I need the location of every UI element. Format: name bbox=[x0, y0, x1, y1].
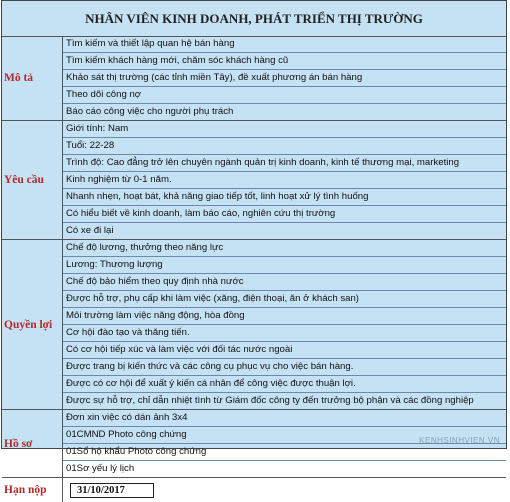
section-yeu-cau bbox=[2, 121, 506, 240]
table-row: Trình độ: Cao đẳng trở lên chuyên ngành quản trị kinh doanh, kinh tế thương mại, marketing bbox=[63, 155, 506, 172]
table-row: Chế độ lương, thưởng theo năng lực bbox=[63, 240, 506, 257]
table-row: Tìm kiếm và thiết lập quan hệ bán hàng bbox=[63, 36, 506, 53]
table-row: Được trang bị kiến thức và các công cụ phục vụ cho việc bán hàng. bbox=[63, 359, 506, 376]
table-row: Lương: Thương lượng bbox=[63, 257, 506, 274]
table-row: Chế độ bảo hiểm theo quy định nhà nước bbox=[63, 274, 506, 291]
table-row: Cơ hội đào tạo và thăng tiến. bbox=[63, 325, 506, 342]
job-posting-table bbox=[1, 0, 507, 496]
section-rows bbox=[63, 36, 506, 120]
table-row: Khảo sát thị trường (các tỉnh miền Tây), đề xuất phương án bán hàng bbox=[63, 70, 506, 87]
deadline-cell bbox=[63, 478, 506, 502]
section-label: Mô tả bbox=[2, 36, 63, 120]
section-label: Hồ sơ bbox=[2, 410, 63, 477]
table-row: Tìm kiếm khách hàng mới, chăm sóc khách hàng cũ bbox=[63, 53, 506, 70]
section-rows bbox=[63, 240, 506, 409]
posting-grid bbox=[2, 36, 506, 502]
table-row: Có hiểu biết về kinh doanh, làm báo cáo, nghiên cứu thị trường bbox=[63, 206, 506, 223]
table-row: Có xe đi lại bbox=[66, 225, 114, 236]
deadline-label: Hạn nộp bbox=[2, 478, 63, 502]
table-row: 01Sổ hộ khẩu Photo công chứng bbox=[63, 444, 506, 461]
table-row: 01CMND Photo công chứng bbox=[63, 427, 506, 444]
watermark: KENHSINHVIEN.VN bbox=[419, 436, 500, 445]
section-label: Quyền lợi bbox=[2, 240, 63, 409]
table-row: Báo cáo công việc cho người phụ trách bbox=[66, 106, 234, 117]
section-mo-ta bbox=[2, 36, 506, 121]
table-row: Đơn xin việc có dán ảnh 3x4 bbox=[63, 410, 506, 427]
deadline-date: 31/10/2017 bbox=[70, 483, 154, 498]
table-row: Được hỗ trợ, phụ cấp khi làm việc (xăng, điện thoại, ăn ở khách san) bbox=[63, 291, 506, 308]
deadline-row bbox=[2, 478, 506, 502]
table-row: Theo dõi công nợ bbox=[63, 87, 506, 104]
table-row: Kinh nghiệm từ 0-1 năm. bbox=[63, 172, 506, 189]
table-row: Được có cơ hội để xuất ý kiến cá nhân để công việc được thuận lợi. bbox=[63, 376, 506, 393]
table-row: 01Sơ yếu lý lịch bbox=[66, 463, 135, 474]
table-row: Có cơ hội tiếp xúc và làm việc với đối tác nước ngoài bbox=[63, 342, 506, 359]
posting-title: NHÂN VIÊN KINH DOANH, PHÁT TRIỂN THỊ TRƯỜNG bbox=[2, 1, 506, 37]
section-rows bbox=[63, 121, 506, 239]
table-row: Nhanh nhẹn, hoạt bát, khả năng giao tiếp tốt, linh hoạt xử lý tình huống bbox=[63, 189, 506, 206]
table-row: Môi trường làm việc năng động, hòa đồng bbox=[63, 308, 506, 325]
section-label: Yêu cầu bbox=[2, 121, 63, 239]
section-quyen-loi bbox=[2, 240, 506, 410]
table-row: Được sự hỗ trợ, chỉ dẫn nhiệt tình từ Giám đốc công ty đến trưởng bộ phận và các đồng nghiệp bbox=[66, 395, 474, 406]
table-row: Tuổi: 22-28 bbox=[63, 138, 506, 155]
table-row: Giới tính: Nam bbox=[63, 121, 506, 138]
